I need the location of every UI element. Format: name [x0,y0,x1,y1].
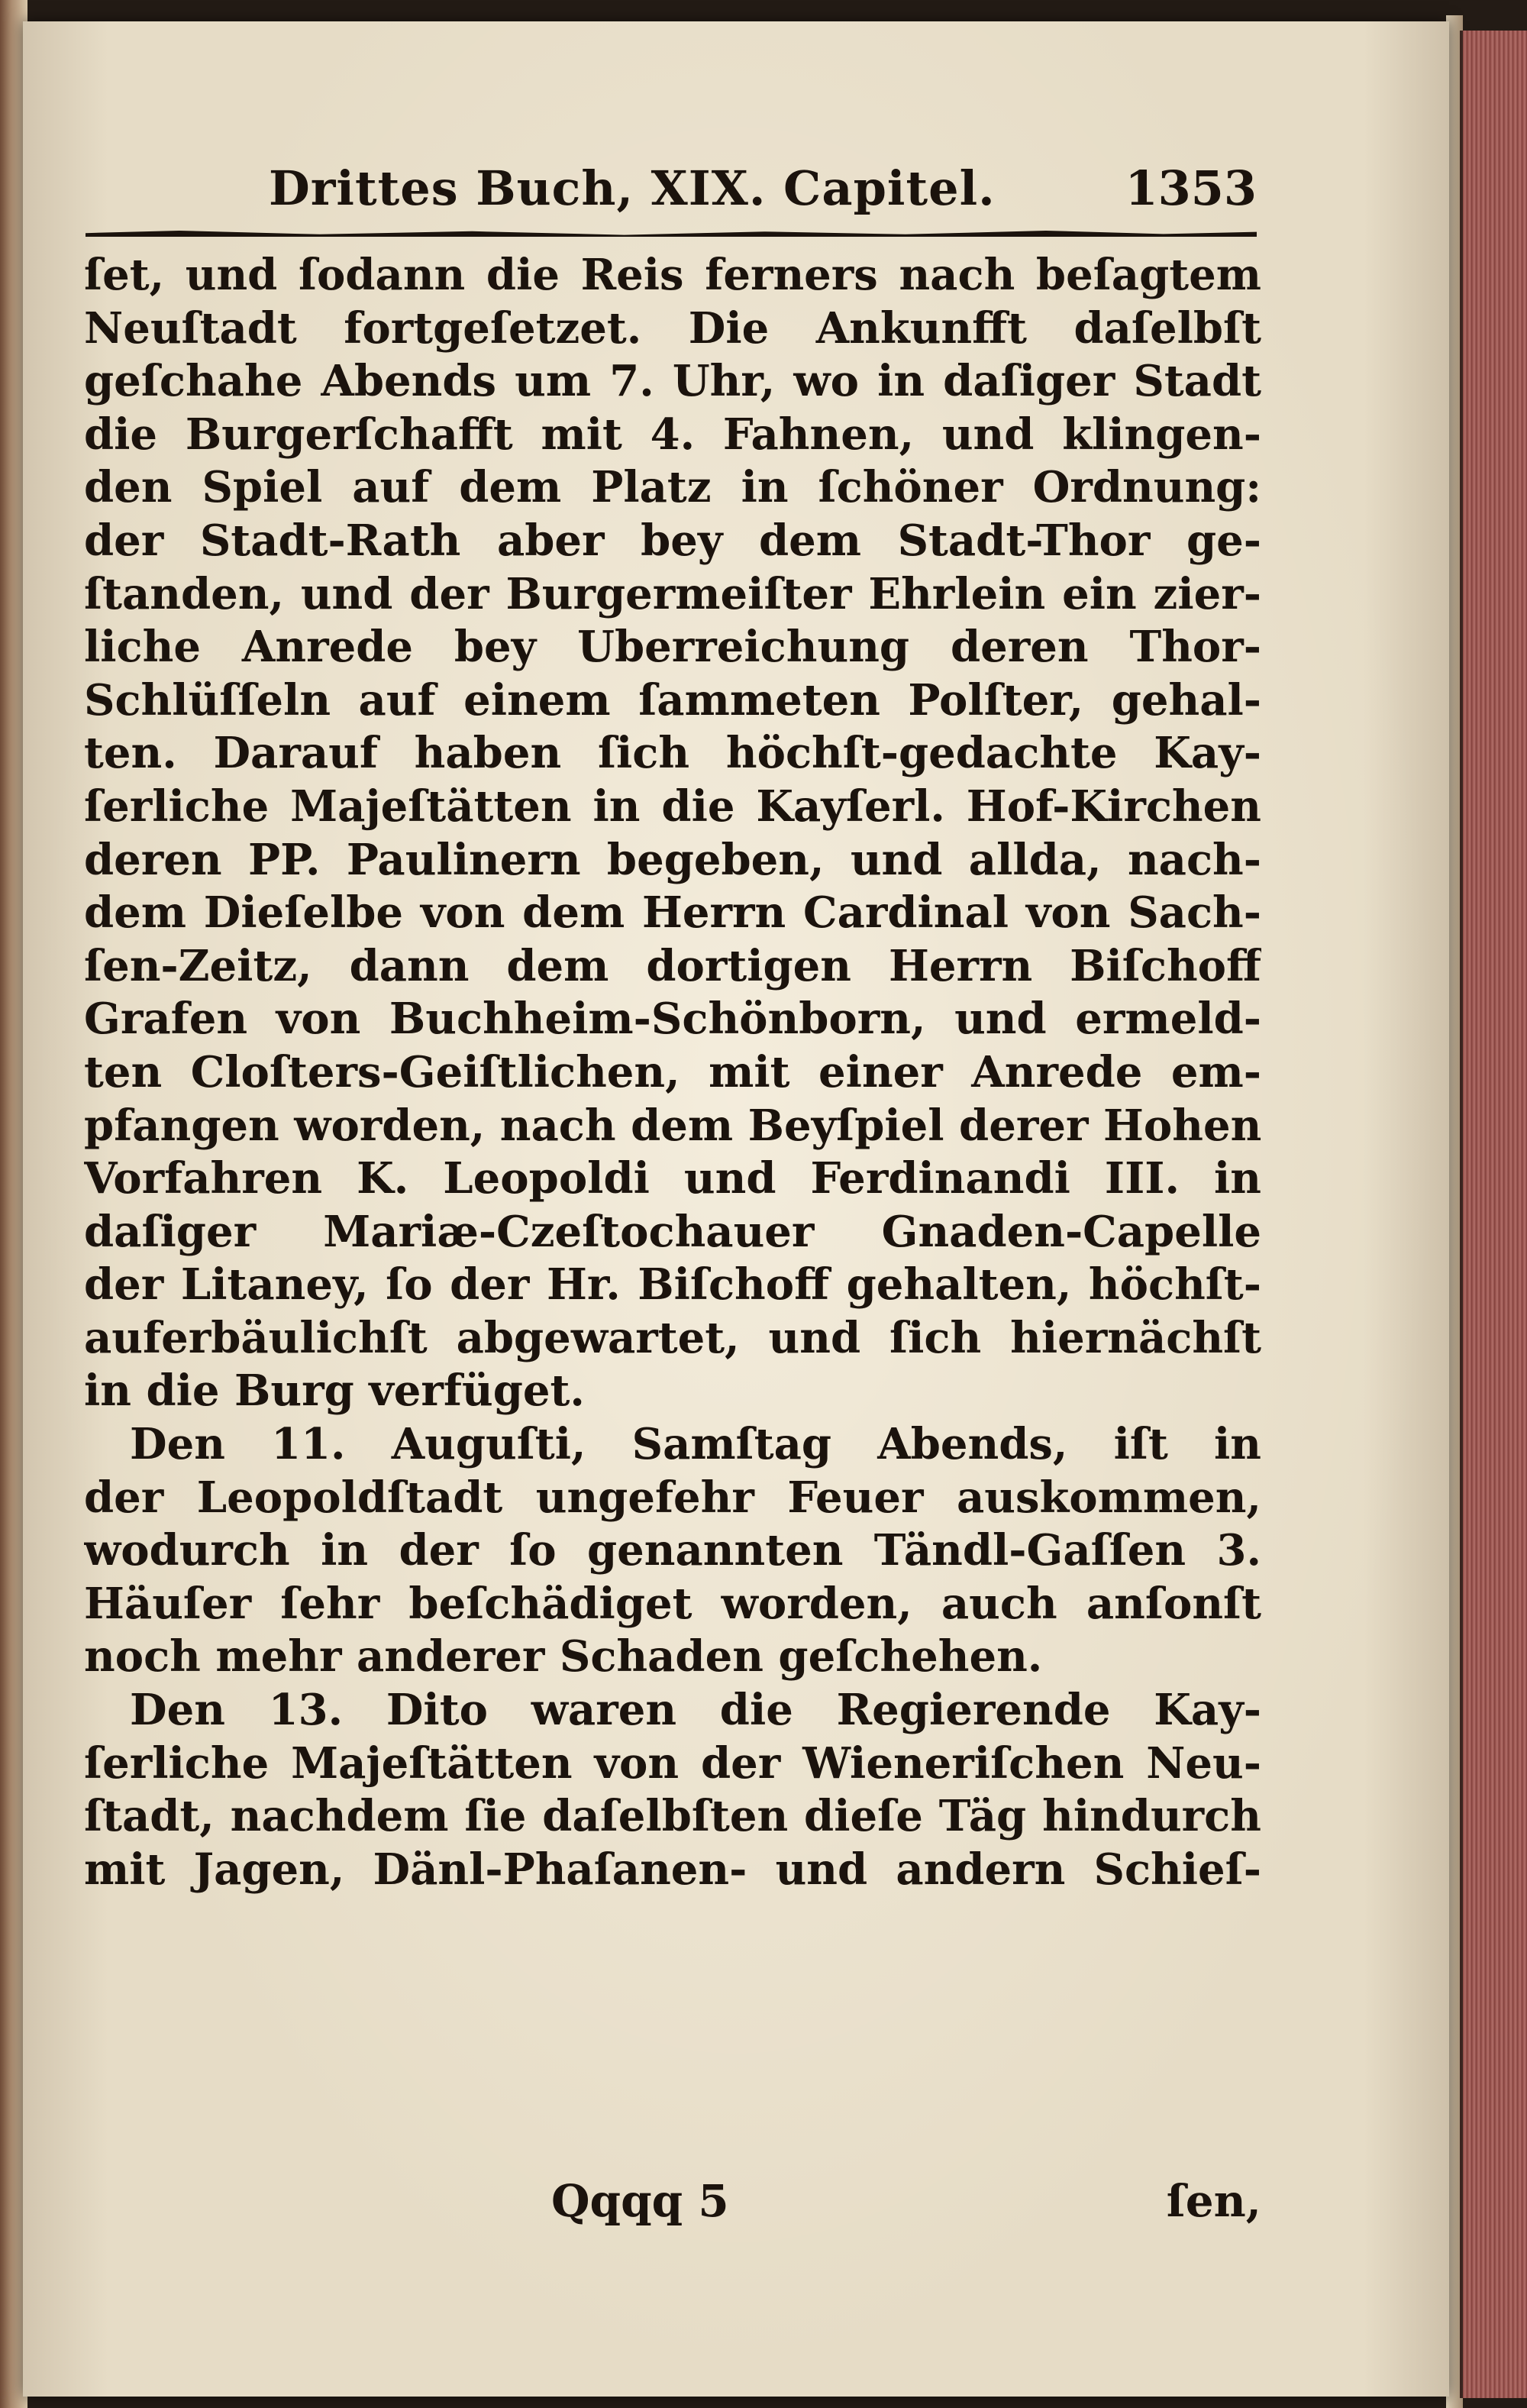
text-line: deren PP. Paulinern begeben, und allda, nach- [84,834,1261,885]
text-line: ſtadt, nachdem ſie daſelbſten dieſe Täg hindurch [84,1791,1261,1842]
text-line: wodurch in der ſo genannten Tändl-Gaſſen 3. [84,1525,1261,1576]
text-line: in die Burg verfüget. [84,1366,585,1417]
text-line: den Spiel auf dem Platz in ſchöner Ordnung: [84,462,1261,513]
running-title: Drittes Buch, XIX. Capitel. [269,160,996,216]
text-line: Häuſer ſehr beſchädiget worden, auch anſonſt [84,1578,1261,1629]
text-line: auferbäulichſt abgewartet, und ſich hiernächſt [84,1312,1261,1363]
text-line: ſerliche Majeſtätten in die Kayſerl. Hof-Kirchen [84,781,1261,832]
text-line: der Litaney, ſo der Hr. Biſchoff gehalten, höchſt- [84,1259,1261,1311]
text-line: Grafen von Buchheim-Schönborn, und ermeld- [84,994,1261,1045]
text-line: Schlüſſeln auf einem ſammeten Polſter, gehal- [84,674,1261,726]
text-line: Den 13. Dito waren die Regierende Kay- [130,1685,1261,1736]
body-text [84,249,1261,1896]
text-line: pfangen worden, nach dem Beyſpiel derer Hohen [84,1100,1261,1151]
page-footer [84,2175,1261,2236]
text-line: dem Dieſelbe von dem Herrn Cardinal von Sach- [84,887,1261,939]
text-line: ſen-Zeitz, dann dem dortigen Herrn Biſchoff [84,940,1261,991]
page-number: 1353 [1125,160,1257,216]
text-line: ſerliche Majeſtätten von der Wieneriſchen Neu- [84,1737,1261,1789]
text-line: Den 11. Auguſti, Samſtag Abends, iſt in [130,1419,1261,1470]
text-line: ſtanden, und der Burgermeiſter Ehrlein ein zier- [84,568,1261,619]
text-line: Vorfahren K. Leopoldi und Ferdinandi III. in [84,1153,1261,1204]
text-line: noch mehr anderer Schaden geſchehen. [84,1631,1043,1682]
book-fore-edge [1460,31,1527,2398]
text-line: der Leopoldſtadt ungefehr Feuer auskommen, [84,1472,1261,1523]
catchword: ſen, [1166,2175,1261,2227]
text-line: ſet, und ſodann die Reis ferners nach beſagtem [84,250,1261,300]
text-line: mit Jagen, Dänl-Phaſanen- und andern Schieſ- [84,1844,1261,1895]
text-line: Neuſtadt fortgeſetzet. Die Ankunfft daſelbſt [84,302,1261,354]
text-line: der Stadt-Rath aber bey dem Stadt-Thor ge- [84,515,1261,566]
text-line: geſchahe Abends um 7. Uhr, wo in daſiger Stadt [84,356,1261,407]
signature-mark: Qqqq 5 [551,2175,729,2227]
text-line: ten Cloſters-Geiſtlichen, mit einer Anrede em- [84,1046,1261,1097]
text-line: ten. Darauf haben ſich höchſt-gedachte Kay- [84,728,1261,779]
text-line: liche Anrede bey Uberreichung deren Thor- [84,622,1261,673]
text-line: daſiger Mariæ-Czeſtochauer Gnaden-Capelle [84,1206,1261,1257]
page-header [86,150,1257,234]
text-line: die Burgerſchafft mit 4. Fahnen, und klingen- [84,409,1261,460]
